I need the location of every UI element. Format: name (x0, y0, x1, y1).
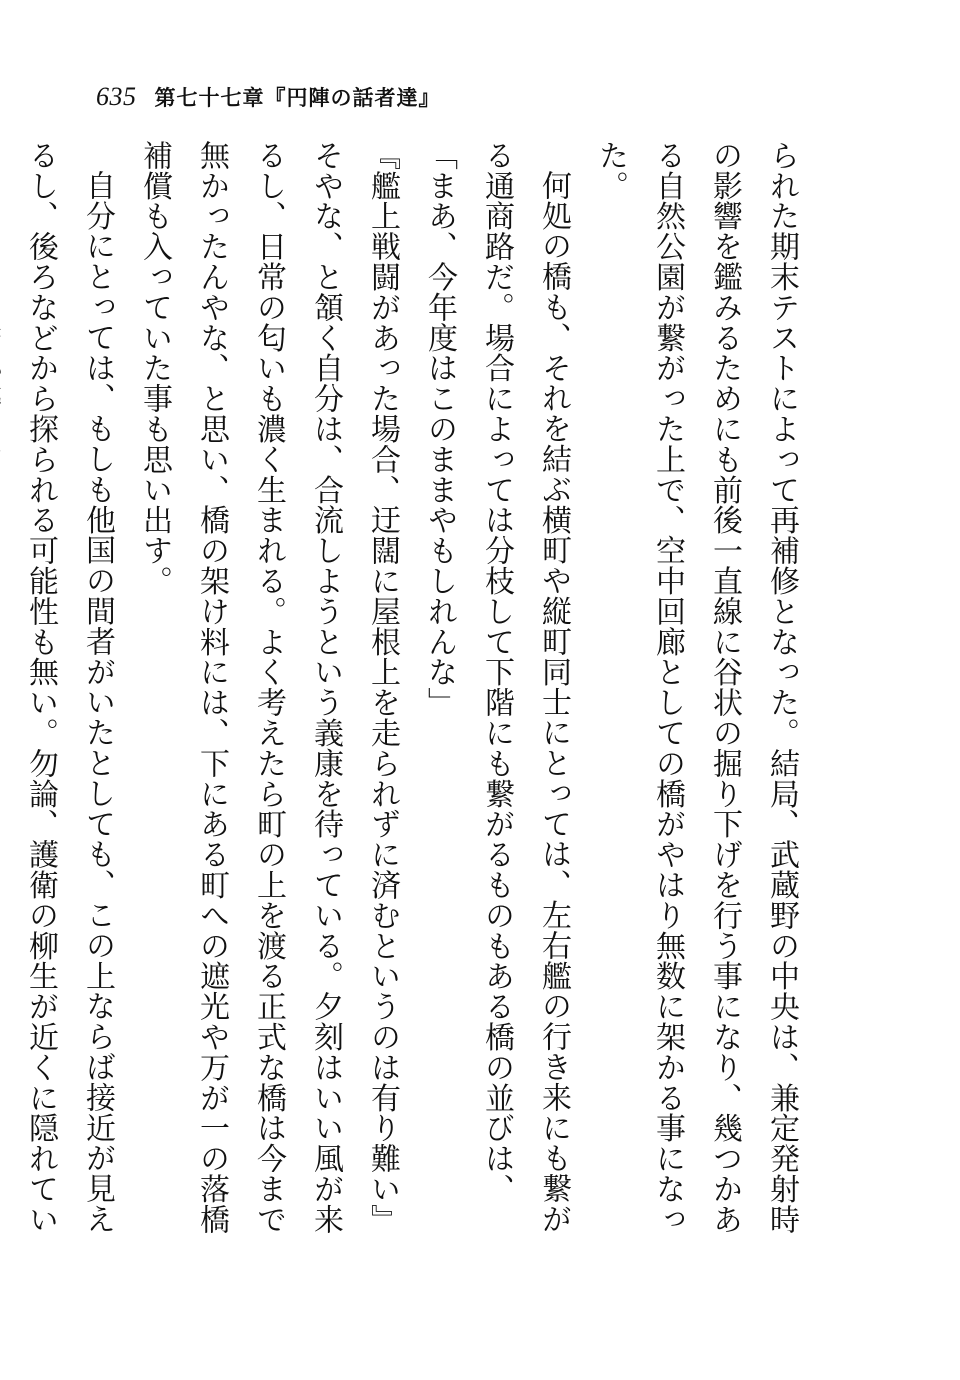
paragraph-4: 自分にとっては、もしも他国の間者がいたとしても、この上ならば接近が見えるし、後ろなどから探られる可能性も無い。勿論、護衛の柳生が近くに隠れてい (23, 140, 115, 1235)
paragraph-1: られた期末テストによって再補修となった。結局、武蔵野の中央は、兼定発射時の影響を鑑みるためにも前後一直線に谷状の掘り下げを行う事になり、幾つかある自然公園が繋がった上で、空中回廊としての橋がやはり無数に架かる事になった。 (593, 140, 799, 1235)
dialogue-line-1: 「まあ、今年度はこのままやもしれんな」 (422, 140, 457, 718)
vertical-body-text (23, 140, 810, 1250)
page-header (96, 82, 441, 112)
page-number: 635 (96, 82, 137, 111)
chapter-title: 第七十七章『円陣の話者達』 (154, 85, 441, 110)
dialogue-line-2: 『艦上戦闘があった場合、迂闊に屋根上を走られずに済むというのは有り難い』 (365, 140, 400, 1235)
paragraph-2: 何処の橋も、それを結ぶ横町や縦町同士にとっては、左右艦の行き来にも繋がる通商路だ。場合によっては分枝して下階にも繋がるものもある橋の並びは、 (479, 140, 571, 1234)
paragraph-3: そやな、と頷く自分は、合流しようという義康を待っている。夕刻はいい風が来るし、日常の匂いも濃く生まれる。よく考えたら町の上を渡る正式な橋は今まで無かったんやな、と思い、橋の架け料には、下にある町への遮光や万が一の落橋補償も入っていた事も思い出す。 (137, 140, 343, 1235)
